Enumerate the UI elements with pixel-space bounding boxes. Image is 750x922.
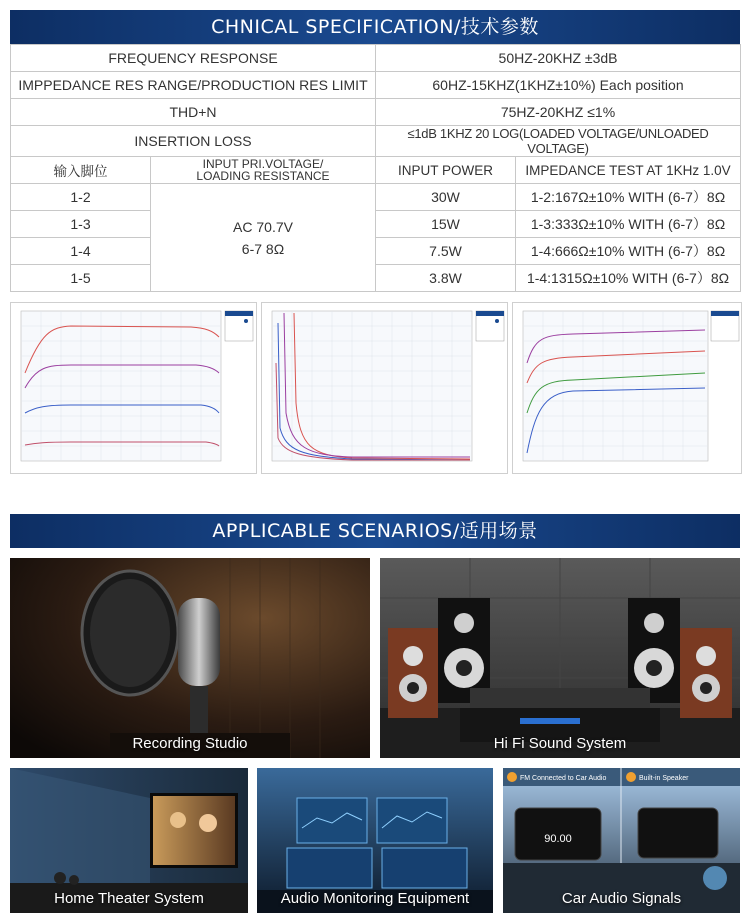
impedance-header: IMPEDANCE TEST AT 1KHz 1.0V: [516, 157, 741, 184]
tap-pin: 1-4: [11, 238, 151, 265]
thd-graph-thumbnail: [261, 302, 508, 474]
spec-label: THD+N: [11, 99, 376, 126]
voltage-value: AC 70.7V: [233, 218, 293, 235]
spec-banner: CHNICAL SPECIFICATION/技术参数: [10, 10, 740, 44]
tap-row: [11, 184, 741, 211]
scenario-caption: Car Audio Signals: [561, 890, 682, 907]
recording-studio-photo: [10, 558, 370, 758]
spec-label: FREQUENCY RESPONSE: [11, 45, 376, 72]
tap-impedance: 1-4:1315Ω±10% WITH (6-7）8Ω: [516, 265, 741, 292]
power-header: INPUT POWER: [376, 157, 516, 184]
radio-frequency: 90.00: [544, 833, 572, 845]
scenario-audio-monitoring: [257, 768, 493, 913]
spec-row: [11, 99, 741, 126]
tap-power: 7.5W: [376, 238, 516, 265]
impedance-graph: [513, 303, 741, 473]
tap-row: [11, 238, 741, 265]
spec-label: IMPPEDANCE RES RANGE/PRODUCTION RES LIMIT: [11, 72, 376, 99]
spec-label: INSERTION LOSS: [11, 126, 376, 157]
scenario-caption: Audio Monitoring Equipment: [280, 890, 470, 907]
tap-impedance: 1-2:167Ω±10% WITH (6-7）8Ω: [516, 184, 741, 211]
tap-row: [11, 265, 741, 292]
scenario-caption: Hi Fi Sound System: [493, 735, 627, 752]
level-graph: [11, 303, 256, 473]
tap-pin: 1-5: [11, 265, 151, 292]
tap-impedance: 1-4:666Ω±10% WITH (6-7）8Ω: [516, 238, 741, 265]
tap-impedance: 1-3:333Ω±10% WITH (6-7）8Ω: [516, 211, 741, 238]
resistance-value: 6-7 8Ω: [241, 240, 285, 257]
tap-power: 30W: [376, 184, 516, 211]
spec-value: 50HZ-20KHZ ±3dB: [376, 45, 741, 72]
level-graph-thumbnail: [10, 302, 257, 474]
voltage-header: [151, 157, 376, 184]
scenario-recording-studio: [10, 558, 370, 758]
spec-value: ≤1dB 1KHZ 20 LOG(LOADED VOLTAGE/UNLOADED VOLTAGE): [376, 126, 741, 157]
scenario-home-theater: [10, 768, 248, 913]
spec-table: [10, 44, 741, 292]
scenario-car-audio: [503, 768, 740, 913]
spec-row: [11, 72, 741, 99]
fm-icon: [507, 772, 517, 782]
scenario-caption: Recording Studio: [132, 735, 248, 752]
scenario-hifi-system: [380, 558, 740, 758]
speaker-label: Built-in Speaker: [639, 775, 689, 782]
impedance-graph-thumbnail: [512, 302, 742, 474]
voltage-header-line1: INPUT PRI.VOLTAGE/: [202, 157, 324, 171]
voltage-merged-cell: [151, 184, 376, 292]
voltage-header-line2: LOADING RESISTANCE: [196, 169, 330, 183]
tap-pin: 1-3: [11, 211, 151, 238]
speaker-icon: [626, 772, 636, 782]
tap-row: [11, 211, 741, 238]
spec-value: 75HZ-20KHZ ≤1%: [376, 99, 741, 126]
scenarios-banner: APPLICABLE SCENARIOS/适用场景: [10, 514, 740, 548]
tap-power: 15W: [376, 211, 516, 238]
spec-row: [11, 45, 741, 72]
pin-header: 输入脚位: [11, 157, 151, 184]
spec-row: [11, 126, 741, 157]
tap-header-row: [11, 157, 741, 184]
spec-value: 60HZ-15KHZ(1KHZ±10%) Each position: [376, 72, 741, 99]
tap-pin: 1-2: [11, 184, 151, 211]
fm-label: FM Connected to Car Audio: [520, 775, 607, 782]
scenario-caption: Home Theater System: [54, 890, 204, 907]
thd-graph: [262, 303, 507, 473]
tap-power: 3.8W: [376, 265, 516, 292]
hifi-system-photo: [380, 558, 740, 758]
